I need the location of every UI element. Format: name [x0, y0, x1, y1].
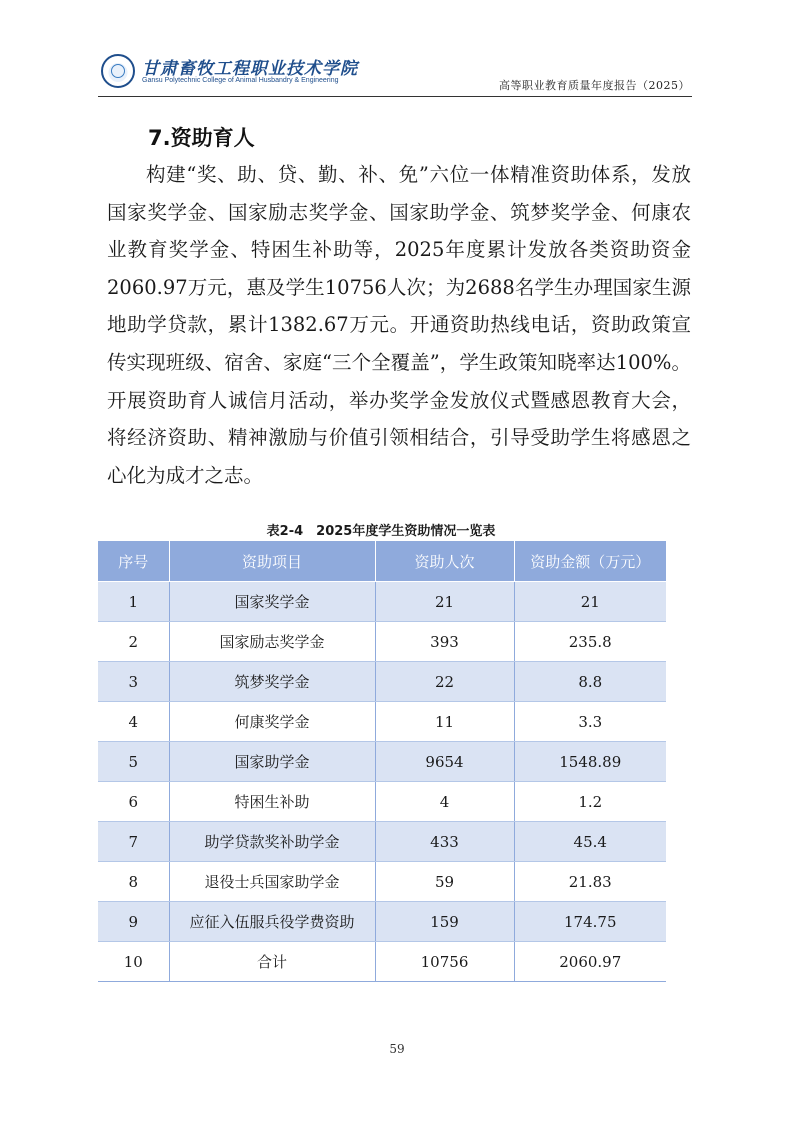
table-row: [98, 702, 666, 742]
section-paragraph: 构建“奖、助、贷、勤、补、免”六位一体精准资助体系，发放国家奖学金、国家励志奖学金、国家助学金、筑梦奖学金、何康农业教育奖学金、特困生补助等，2025年度累计发放各类资助资金2060.97万元，惠及学生10756人次；为2688名学生办理国家生源地助学贷款，累计1382.67万元。开通资助热线电话，资助政策宣传实现班级、宿舍、家庭“三个全覆盖”，学生政策知晓率达100%。开展资助育人诚信月活动，举办奖学金发放仪式暨感恩教育大会，将经济资助、精神激励与价值引领相结合，引导受助学生将感恩之心化为成才之志。: [107, 163, 691, 487]
table-row: [98, 782, 666, 822]
row-item: 应征入伍服兵役学费资助: [169, 902, 375, 942]
header-amount: 资助金额（万元）: [514, 541, 666, 582]
row-amount: 2060.97: [514, 942, 666, 982]
row-amount: 8.8: [514, 662, 666, 702]
table-row: [98, 622, 666, 662]
row-count: 11: [375, 702, 514, 742]
table-row: [98, 862, 666, 902]
row-index: 10: [98, 942, 169, 982]
table-row: [98, 662, 666, 702]
table-caption: 表2-4 2025年度学生资助情况一览表: [266, 524, 496, 539]
table-header-row: [98, 541, 666, 582]
row-item: 退役士兵国家助学金: [169, 862, 375, 902]
school-name-cn: 甘肃畜牧工程职业技术学院: [142, 59, 358, 79]
row-item: 何康奖学金: [169, 702, 375, 742]
row-amount: 3.3: [514, 702, 666, 742]
header-item: 资助项目: [169, 541, 375, 582]
header-index: 序号: [98, 541, 169, 582]
row-item: 国家奖学金: [169, 582, 375, 622]
row-index: 5: [98, 742, 169, 782]
table-row: [98, 742, 666, 782]
report-title: 高等职业教育质量年度报告（2025）: [499, 79, 690, 92]
row-item: 助学贷款奖补助学金: [169, 822, 375, 862]
row-amount: 235.8: [514, 622, 666, 662]
row-count: 10756: [375, 942, 514, 982]
row-index: 8: [98, 862, 169, 902]
row-index: 2: [98, 622, 169, 662]
row-index: 6: [98, 782, 169, 822]
aid-table: [98, 540, 666, 982]
row-amount: 21.83: [514, 862, 666, 902]
row-item: 合计: [169, 942, 375, 982]
row-item: 国家励志奖学金: [169, 622, 375, 662]
row-index: 3: [98, 662, 169, 702]
row-item: 筑梦奖学金: [169, 662, 375, 702]
row-amount: 1.2: [514, 782, 666, 822]
row-index: 9: [98, 902, 169, 942]
row-item: 特困生补助: [169, 782, 375, 822]
row-index: 1: [98, 582, 169, 622]
header-count: 资助人次: [375, 541, 514, 582]
row-amount: 174.75: [514, 902, 666, 942]
table-body: [98, 582, 666, 982]
page-number: 59: [389, 1042, 405, 1056]
row-count: 22: [375, 662, 514, 702]
table-row: [98, 822, 666, 862]
row-count: 159: [375, 902, 514, 942]
row-amount: 21: [514, 582, 666, 622]
row-index: 4: [98, 702, 169, 742]
row-count: 59: [375, 862, 514, 902]
row-count: 393: [375, 622, 514, 662]
row-count: 433: [375, 822, 514, 862]
table-row: [98, 582, 666, 622]
row-amount: 1548.89: [514, 742, 666, 782]
table-row: [98, 902, 666, 942]
table-row: [98, 942, 666, 982]
page-header: [98, 48, 692, 97]
school-name-en: Gansu Polytechnic College of Animal Husbandry & Engineering: [142, 77, 339, 84]
school-emblem-icon: [101, 54, 135, 88]
row-count: 4: [375, 782, 514, 822]
row-count: 9654: [375, 742, 514, 782]
row-index: 7: [98, 822, 169, 862]
row-amount: 45.4: [514, 822, 666, 862]
row-item: 国家助学金: [169, 742, 375, 782]
section-title: 7.资助育人: [148, 126, 255, 150]
row-count: 21: [375, 582, 514, 622]
